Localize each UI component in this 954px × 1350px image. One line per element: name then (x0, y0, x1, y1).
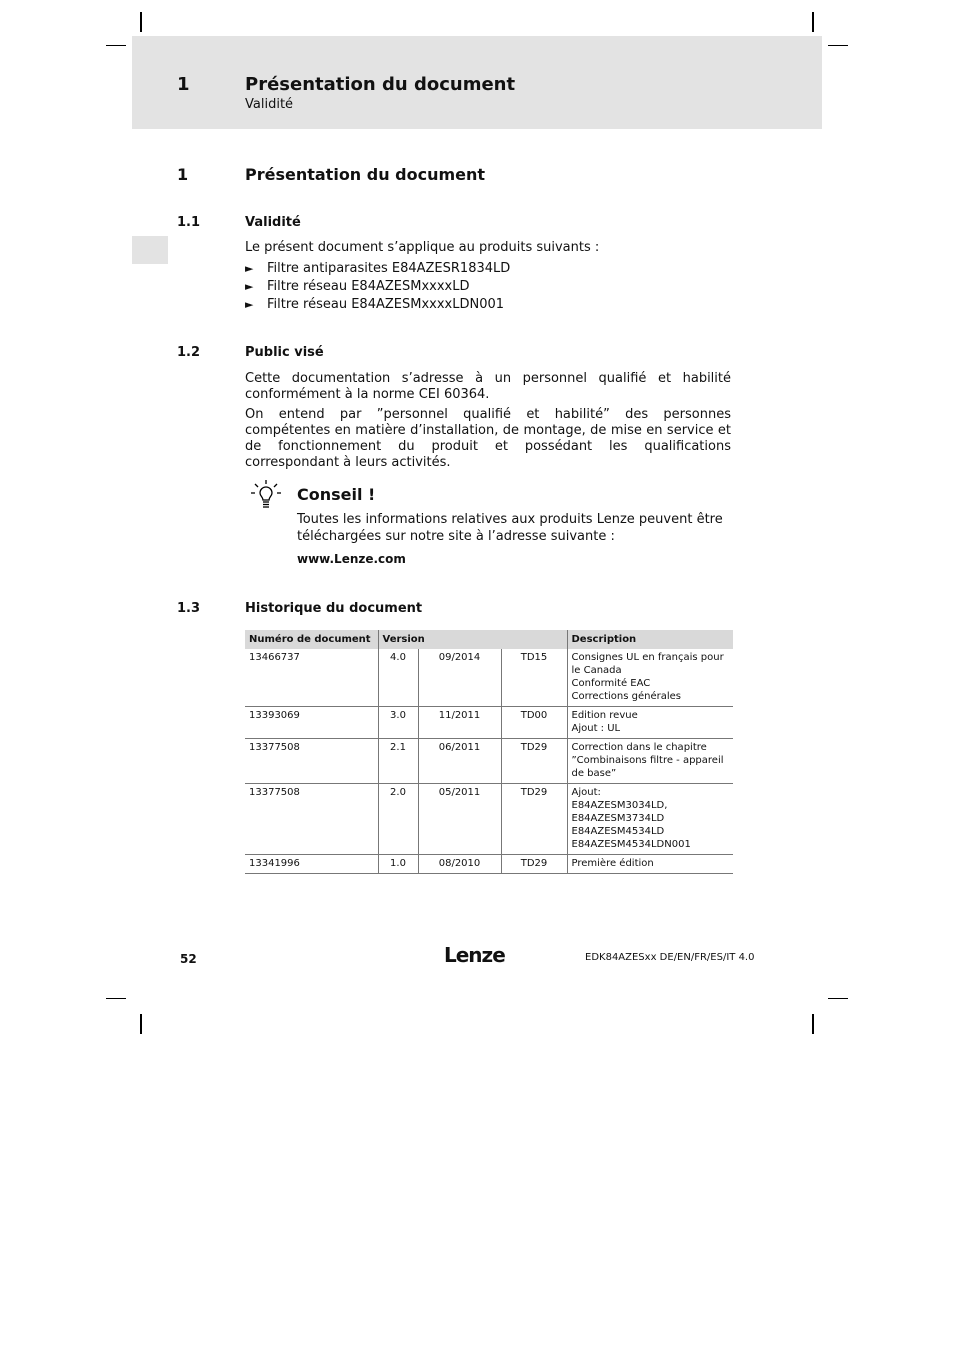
crop-mark (106, 998, 126, 999)
cell-doc-number: 13341996 (245, 855, 378, 874)
header-subtitle: Validité (245, 97, 294, 112)
section-title: Présentation du document (245, 165, 486, 184)
description-line: E84AZESM3734LD (571, 813, 665, 824)
subsection-number: 1.3 (177, 601, 201, 616)
cell-version: 2.1 (378, 739, 418, 784)
description-line: Correction dans le chapitre ”Combinaisons filtre - appareil de base” (571, 742, 724, 779)
validity-intro: Le présent document s’applique au produits suivants : (245, 240, 600, 255)
cell-description (567, 855, 733, 874)
subsection-number: 1.2 (177, 345, 201, 360)
crop-mark (106, 45, 126, 46)
cell-description (567, 784, 733, 855)
lightbulb-icon (250, 479, 282, 511)
description-line: Ajout: (571, 787, 601, 798)
cell-doc-number: 13393069 (245, 707, 378, 739)
document-history-table (245, 630, 733, 874)
description-line: Corrections générales (571, 691, 681, 702)
bullet-icon: ► (245, 262, 254, 275)
subsection-number: 1.1 (177, 215, 201, 230)
bullet-icon: ► (245, 298, 254, 311)
audience-paragraph-1: Cette documentation s’adresse à un personnel qualifié et habilité conformément à la norme CEI 60364. (245, 371, 731, 402)
cell-description (567, 739, 733, 784)
cell-version: 1.0 (378, 855, 418, 874)
cell-version: 2.0 (378, 784, 418, 855)
description-line: Conformité EAC (571, 678, 651, 689)
cell-doc-number: 13377508 (245, 784, 378, 855)
description-line: E84AZESM4534LD (571, 826, 665, 837)
bullet-icon: ► (245, 280, 254, 293)
subsection-title: Public visé (245, 345, 324, 360)
description-line: Première édition (571, 858, 654, 869)
description-line: Edition revue (571, 710, 638, 721)
description-line: E84AZESM4534LDN001 (571, 839, 691, 850)
cell-code: TD29 (501, 784, 567, 855)
table-row (245, 855, 733, 874)
cell-date: 08/2010 (418, 855, 501, 874)
column-header-doc-number: Numéro de document (245, 630, 378, 649)
crop-mark (828, 45, 848, 46)
cell-code: TD00 (501, 707, 567, 739)
section-number: 1 (177, 165, 189, 184)
side-thumb-tab (132, 236, 168, 264)
website-link[interactable]: www.Lenze.com (297, 552, 406, 566)
table-header-row (245, 630, 733, 649)
subsection-title: Historique du document (245, 601, 423, 616)
cell-version: 3.0 (378, 707, 418, 739)
table-row (245, 739, 733, 784)
header-chapter-number: 1 (177, 74, 190, 95)
table-row (245, 649, 733, 707)
audience-paragraph-2: On entend par ”personnel qualifié et habilité” des personnes compétentes en matière d’installation, de montage, de mise en service et de fonctionnement du produit et possédant les qualifications correspondant à leurs activités. (245, 407, 731, 470)
list-item: ► Filtre réseau E84AZESMxxxxLDN001 (245, 297, 505, 312)
tip-title: Conseil ! (297, 485, 376, 504)
cell-date: 09/2014 (418, 649, 501, 707)
crop-mark (140, 1014, 142, 1034)
list-item: ► Filtre antiparasites E84AZESR1834LD (245, 261, 511, 276)
cell-date: 05/2011 (418, 784, 501, 855)
cell-code: TD29 (501, 855, 567, 874)
subsection-title: Validité (245, 215, 301, 230)
column-header-version: Version (378, 630, 567, 649)
crop-mark (140, 12, 142, 32)
cell-code: TD15 (501, 649, 567, 707)
cell-code: TD29 (501, 739, 567, 784)
page-number: 52 (180, 952, 197, 966)
list-item: ► Filtre réseau E84AZESMxxxxLD (245, 279, 470, 294)
cell-doc-number: 13466737 (245, 649, 378, 707)
cell-description (567, 707, 733, 739)
description-line: Consignes UL en français pour le Canada (571, 652, 724, 676)
column-header-description: Description (567, 630, 733, 649)
crop-mark (812, 1014, 814, 1034)
cell-description (567, 649, 733, 707)
cell-date: 06/2011 (418, 739, 501, 784)
crop-mark (828, 998, 848, 999)
cell-version: 4.0 (378, 649, 418, 707)
cell-doc-number: 13377508 (245, 739, 378, 784)
table-row (245, 784, 733, 855)
lenze-logo: Lenze (444, 943, 505, 967)
description-line: E84AZESM3034LD, (571, 800, 668, 811)
crop-mark (812, 12, 814, 32)
description-line: Ajout : UL (571, 723, 621, 734)
header-chapter-title: Présentation du document (245, 74, 516, 95)
table-row (245, 707, 733, 739)
tip-text: Toutes les informations relatives aux produits Lenze peuvent être téléchargées sur notre site à l’adresse suivante : (297, 512, 723, 544)
document-reference: EDK84AZESxx DE/EN/FR/ES/IT 4.0 (585, 952, 755, 963)
cell-date: 11/2011 (418, 707, 501, 739)
